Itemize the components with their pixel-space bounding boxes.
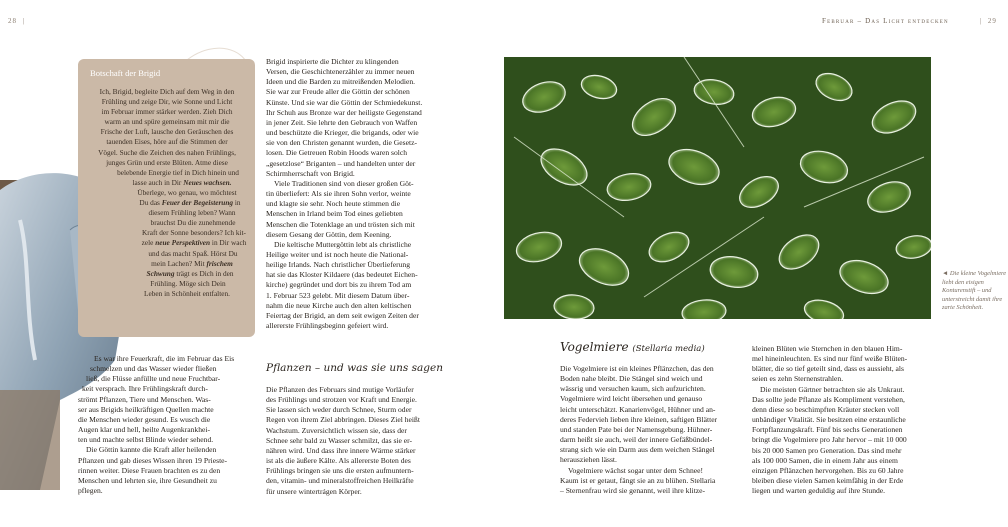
running-title: Februar – Das Licht entdecken (822, 17, 949, 25)
box-text: Ich, Brigid, begleite Dich auf dem Weg in den Frühling und zeige Dir, wie Sonne und Licht im Februar immer stärker werden. Zieh Dich warm an und spüre gemeinsam mit mir die Frische der Luft, lausche den Geräuschen des tauenden Eises, höre auf die Stimmen der Vögel. Suche die Zeichen des nahen Frühlings, junges Grün und erste Blüten. Atme diese belebende Energie tief in Dich hinein und lasse auch in Dir Neues wachsen. Überlege, wo genau, wo möchtest Du das Feuer der Begeisterung in diesem Frühling leben? Wann brauchst Du die zunehmende Kraft der Sonne besonders? Ich kit- zele neue Perspektiven in Dir wach und das macht Spaß. Hörst Du mein Lachen? Mit frischem Schwung trägt es Dich in den Frühling. Möge sich Dein Leben in Schönheit entfalten. (98, 87, 247, 298)
chickweed-photo (504, 57, 931, 319)
right-column-1: Die Vogelmiere ist ein kleines Pflänzchen, das den Boden nahe bleibt. Die Stängel sind weich und wässrig und versuchen kaum, sich aufzurichten. Vogelmiere wird leicht übersehen und genauso leicht unterschätzt. Kanarienvögel, Hühner und an- deres Federvieh lieben ihre kleinen, saftigen Blätter und standen Pate bei der Namensgebung. Hühner- darm heißt sie auch, weil der innere Gefäßbündel- strang sich wie ein Darm aus dem weichen Stängel herausziehen lässt. Vogelmiere wächst sogar unter dem Schnee! Kaum ist er getaut, fängt sie an zu blühen. Stellaria – Sternenfrau wird sie genannt, weil ihre klitze- (560, 364, 718, 495)
plant-heading: Vogelmiere (Stellaria media) (560, 340, 705, 354)
photo-caption: ◄ Die kleine Vogelmiere liebt den eisigen Konturenstift – und unterstreicht damit ihre zarte Schönheit. (942, 270, 1007, 312)
right-page-number: | 29 (980, 17, 997, 25)
left-bottom-column: Es war ihre Feuerkraft, die im Februar das Eis schmelzen und das Wasser wieder fließen ließ, die Flüsse anfüllte und neue Fruchtbar- keit versprach. Ihre Frühlingskraft durch- strömt Pflanzen, Tiere und Menschen. Was- ser aus Brigids heilkräftigen Quellen machte die Menschen wieder gesund. Es wusch die Augen klar und hell, heilte Augenkrankhei- ten und machte selbst Blinde wieder sehend. Die Göttin kannte die Kraft aller heilenden Pflanzen und gab dieses Wissen ihren 19 Prieste- rinnen weiter. Diese Frauen brachten es zu den Menschen und lehrten sie, ihre Gesundheit zu pflegen. (78, 354, 235, 496)
section-heading: Pflanzen – und was sie uns sagen (266, 362, 443, 374)
middle-column-bottom: Die Pflanzen des Februars sind mutige Vorläufer des Frühlings und strotzen vor Kraft und Energie. Sie lassen sich weder durch Schnee, Sturm oder Regen von ihrem Ziel abbringen. Dieses Ziel heißt Wachstum. Zuversichtlich wissen sie, dass der Schnee sehr bald zu Wasser schmilzt, das sie er- nähren wird. Und dass ihre innere Wärme stärker ist als die äußere Kälte. Als allererste Boten des Frühlings bringen sie uns die ersten aufmuntern- den, vitamin- und mineralstoffreichen Heilkräfte für unsere wintertrágen Körper. (266, 385, 420, 496)
right-column-2: kleinen Blüten wie Sternchen in den blauen Him- mel hineinleuchten. Es sind nur fünf weiße Blüten- blätter, die so tief geteilt sind, dass es aussieht, als seien es zehn Sternenstrahlen. Die meisten Gärtner betrachten sie als Unkraut. Das sollte jede Pflanze als Kompliment verstehen, denn diese so beschimpften Kräuter stecken voll unbändiger Vitalität. Sie besitzen eine erstaunliche Fortpflanzungskraft. Fünf bis sechs Generationen bringt die Vogelmiere pro Jahr hervor – mit 10 000 bis 20 000 Samen pro Generation. Das sind mehr als 100 000 Samen, die in einem Jahr aus einem einzigen Pflänzchen hervorgehen. Bis zu 60 Jahre bleiben diese vielen Samen keimfähig in der Erde liegen und warten geduldig auf ihre Stunde. (752, 344, 908, 496)
middle-column-top: Brigid inspirierte die Dichter zu klingenden Versen, die Geschichtenerzähler zu immer neuen Ideen und die Barden zu mitreißenden Melodien. Sie war zur Freude aller die Göttin der schönen Künste. Und sie war die Göttin der Schmiedekunst. Ihr Schuh aus Bronze war der heiligste Gegenstand in jener Zeit. Sie lehrte den Gebrauch von Waffen und beschützte die Krieger, die brigands, oder wie sie von den Christen genannt wurden, die Gesetz- losen. Die Getreuen Robin Hoods waren solch „gesetzlose“ Briganten – und handelten unter der Schirmherrschaft von Brigid. Viele Traditionen sind von dieser großen Göt- tin überliefert: Als sie ihren Sohn verlor, weinte und klagte sie sehr. Noch heute stimmen die Menschen in Irland beim Tod eines geliebten Menschen die Totenklage an und trösten sich mit diesem Gesang der Göttin, dem Keening. Die keltische Muttergöttin lebt als christliche Heilige weiter und ist noch heute die National- heilige Irlands. Nach christlicher Überlieferung hat sie das Kloster Kildaere (das bedeutet Eichen- kirche) gegründet und dort bis zu ihrem Tod am 1. Februar 523 gelebt. Mit diesem Datum über- nahm die neue Kirche auch den alten keltischen Feiertag der Brigid, an dem seit ewigen Zeiten der allererste Frühlingsbeginn gefeiert wird. (266, 57, 423, 331)
left-page-number: 28 | (8, 17, 25, 25)
box-title: Botschaft der Brigid (90, 68, 161, 78)
